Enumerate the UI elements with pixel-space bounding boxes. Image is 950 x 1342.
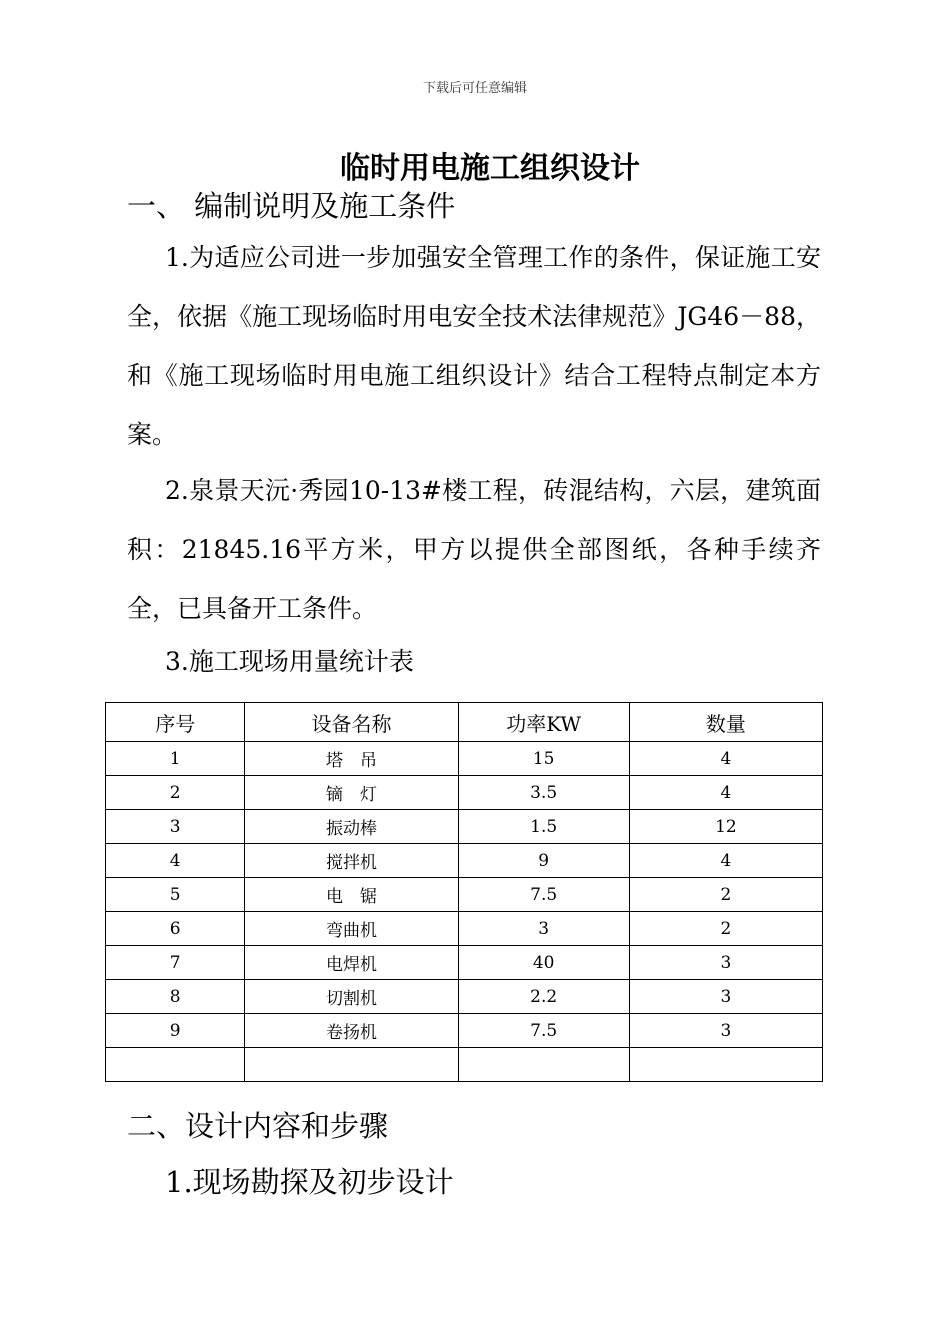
cell-equipment-name: 电 锯 <box>245 878 458 912</box>
cell-power: 1.5 <box>458 810 629 844</box>
equipment-table <box>105 702 823 1082</box>
table-row <box>106 912 823 946</box>
cell-index: 2 <box>106 776 245 810</box>
table-row <box>106 980 823 1014</box>
cell-power: 40 <box>458 946 629 980</box>
cell-quantity: 3 <box>629 946 822 980</box>
section1-paragraph-1: 1.为适应公司进一步加强安全管理工作的条件，保证施工安全，依据《施工现场临时用电安全技术法律规范》JG46－88，和《施工现场临时用电施工组织设计》结合工程特点制定本方案。 <box>127 243 821 449</box>
table-row <box>106 878 823 912</box>
cell-quantity: 3 <box>629 1014 822 1048</box>
cell-quantity: 4 <box>629 742 822 776</box>
cell-quantity: 4 <box>629 776 822 810</box>
cell-power: 15 <box>458 742 629 776</box>
cell-power: 3.5 <box>458 776 629 810</box>
cell-index: 5 <box>106 878 245 912</box>
header-note: 下载后可任意编辑 <box>422 81 527 96</box>
table-caption: 3.施工现场用量统计表 <box>165 647 414 676</box>
cell-power: 7.5 <box>458 878 629 912</box>
cell-power: 3 <box>458 912 629 946</box>
table-row <box>106 742 823 776</box>
cell-equipment-name: 振动棒 <box>245 810 458 844</box>
cell-equipment-name: 卷扬机 <box>245 1014 458 1048</box>
cell-power <box>458 1048 629 1082</box>
table-header-row <box>106 703 823 742</box>
cell-index: 7 <box>106 946 245 980</box>
cell-equipment-name: 搅拌机 <box>245 844 458 878</box>
cell-quantity: 3 <box>629 980 822 1014</box>
section2-heading: 二、设计内容和步骤 <box>127 1109 389 1143</box>
cell-index: 4 <box>106 844 245 878</box>
cell-power: 9 <box>458 844 629 878</box>
table-row <box>106 776 823 810</box>
cell-equipment-name: 切割机 <box>245 980 458 1014</box>
cell-index: 8 <box>106 980 245 1014</box>
cell-quantity <box>629 1048 822 1082</box>
cell-quantity: 4 <box>629 844 822 878</box>
table-row <box>106 844 823 878</box>
header-equipment-name: 设备名称 <box>245 703 458 742</box>
cell-quantity: 12 <box>629 810 822 844</box>
cell-index: 6 <box>106 912 245 946</box>
header-quantity: 数量 <box>629 703 822 742</box>
cell-equipment-name: 镝 灯 <box>245 776 458 810</box>
cell-index: 1 <box>106 742 245 776</box>
cell-equipment-name: 塔 吊 <box>245 742 458 776</box>
cell-quantity: 2 <box>629 878 822 912</box>
cell-power: 2.2 <box>458 980 629 1014</box>
cell-power: 7.5 <box>458 1014 629 1048</box>
section2-subheading: 1.现场勘探及初步设计 <box>165 1165 454 1199</box>
document-title: 临时用电施工组织设计 <box>340 151 640 186</box>
section1-paragraph-2: 2.泉景天沅·秀园10-13#楼工程，砖混结构，六层，建筑面积：21845.16平方米，甲方以提供全部图纸，各种手续齐全，已具备开工条件。 <box>127 476 821 623</box>
table-row <box>106 946 823 980</box>
cell-index: 3 <box>106 810 245 844</box>
table-row <box>106 1014 823 1048</box>
table-row-empty <box>106 1048 823 1082</box>
cell-index <box>106 1048 245 1082</box>
section1-heading: 一、 编制说明及施工条件 <box>127 189 456 223</box>
cell-equipment-name: 电焊机 <box>245 946 458 980</box>
header-power: 功率KW <box>458 703 629 742</box>
table-row <box>106 810 823 844</box>
header-index: 序号 <box>106 703 245 742</box>
cell-equipment-name <box>245 1048 458 1082</box>
cell-quantity: 2 <box>629 912 822 946</box>
cell-equipment-name: 弯曲机 <box>245 912 458 946</box>
cell-index: 9 <box>106 1014 245 1048</box>
